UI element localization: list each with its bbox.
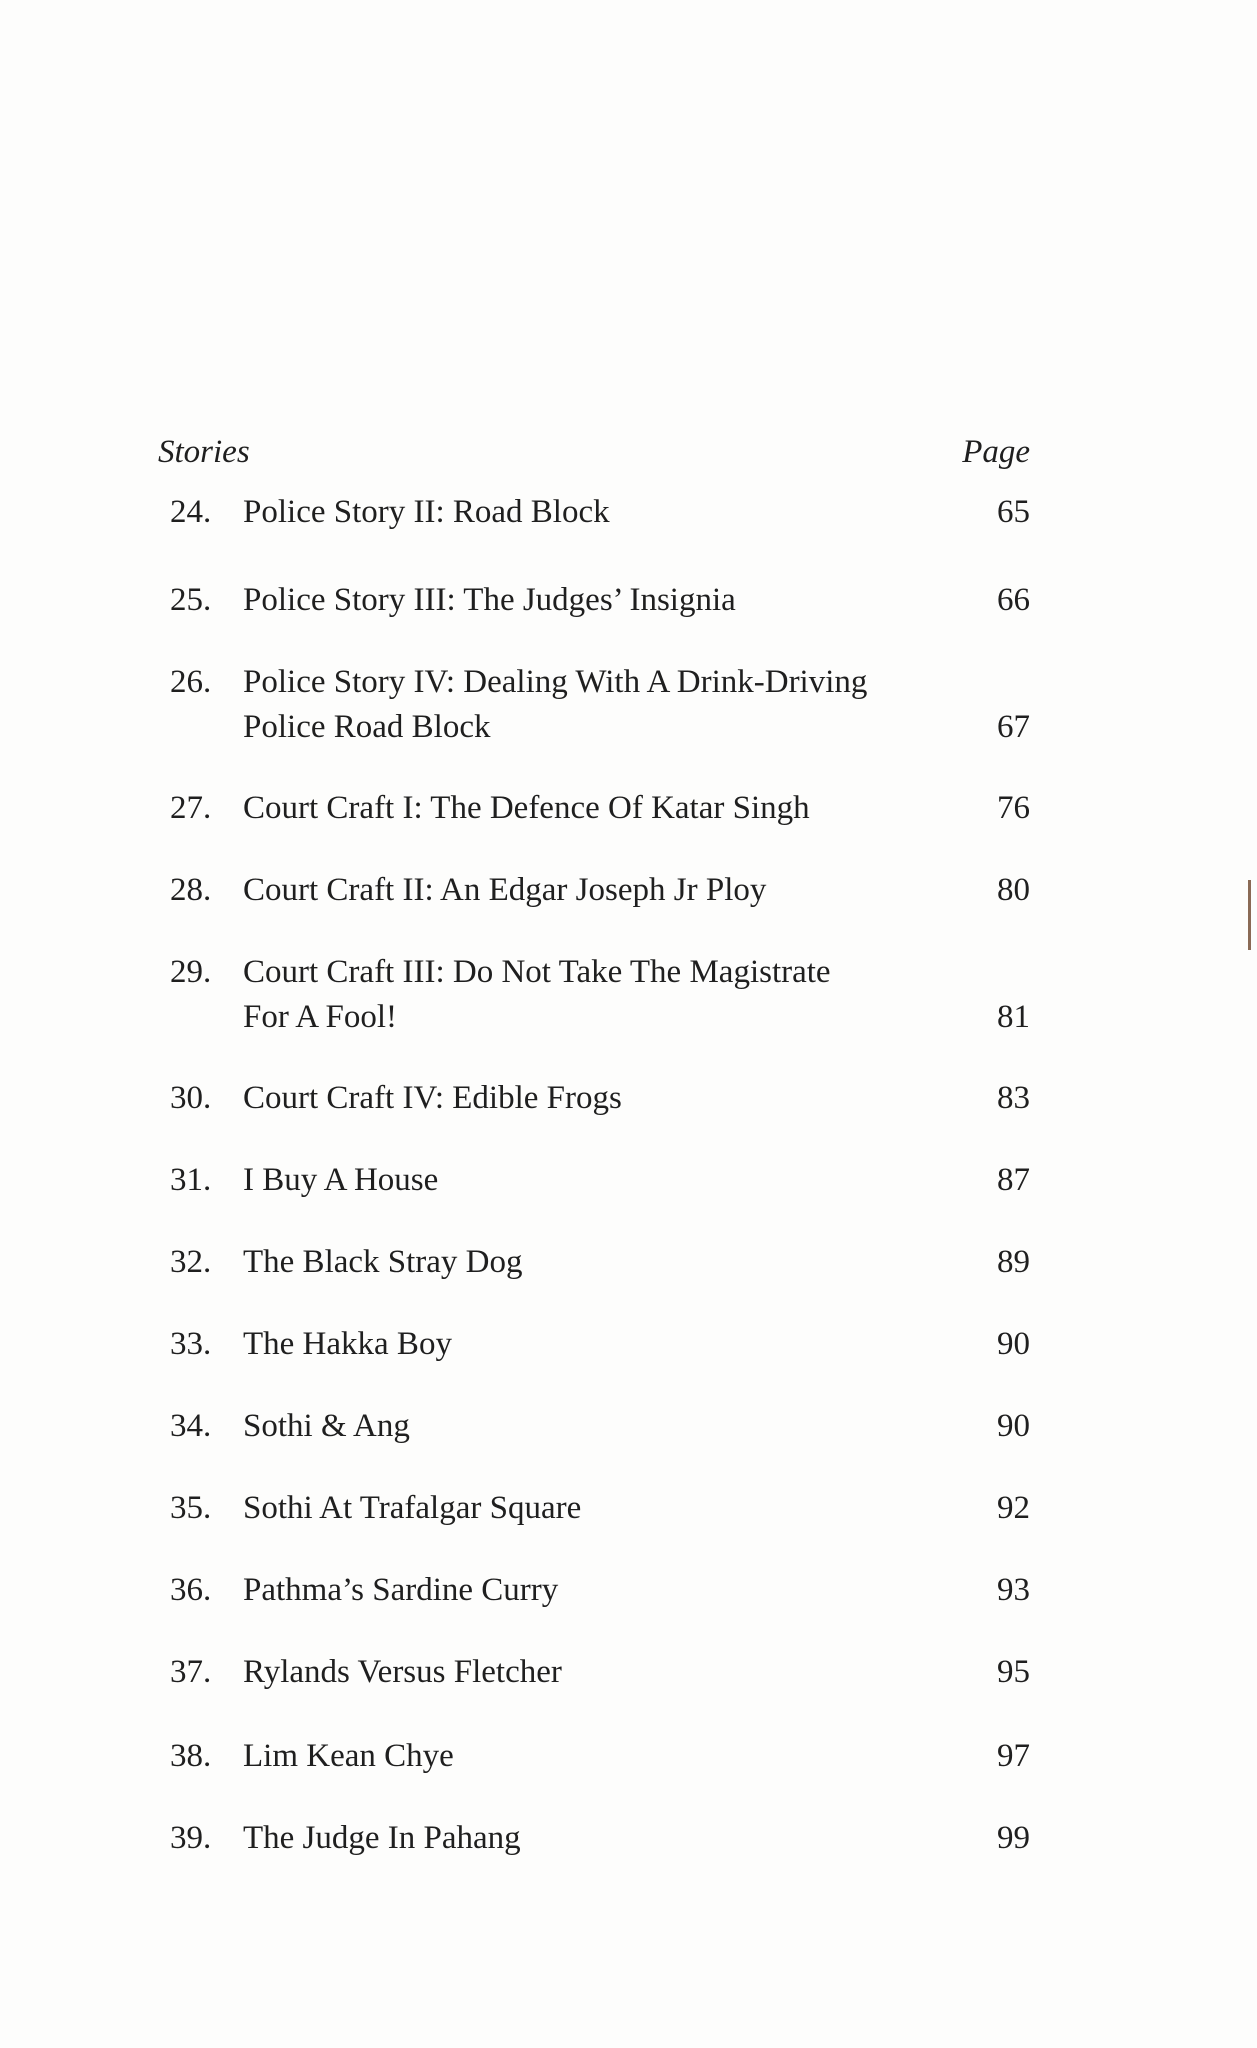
entry-title [243,786,943,831]
entry-number: 34. [170,1408,212,1444]
page-heading: Page [962,434,1030,470]
entry-title [243,1158,943,1203]
entry-number: 25. [170,582,212,618]
entry-title [243,490,943,535]
entry-number: 37. [170,1654,212,1690]
entry-title-line: Court Craft I: The Defence Of Katar Singh [243,790,810,826]
entry-number: 27. [170,790,212,826]
entry-title [243,1322,943,1367]
entry-number: 29. [170,954,212,990]
entry-number: 31. [170,1162,212,1198]
entry-title-line: Sothi & Ang [243,1408,410,1444]
entry-title-line: Lim Kean Chye [243,1738,454,1774]
entry-page-number: 76 [997,790,1030,826]
entry-page-number: 92 [997,1490,1030,1526]
entry-title [243,1816,943,1861]
entry-page-number: 67 [997,709,1030,745]
entry-title-line: The Judge In Pahang [243,1820,521,1856]
entry-page-number: 83 [997,1080,1030,1116]
entry-title [243,868,943,913]
entry-title [243,660,943,750]
entry-title-line: I Buy A House [243,1162,439,1198]
entry-title [243,1076,943,1121]
entry-page-number: 99 [997,1820,1030,1856]
entry-number: 35. [170,1490,212,1526]
entry-page-number: 81 [997,999,1030,1035]
entry-title [243,1240,943,1285]
entry-page-number: 87 [997,1162,1030,1198]
entry-title-line: The Hakka Boy [243,1326,452,1362]
entry-title [243,1734,943,1779]
entry-title [243,1650,943,1695]
entry-number: 28. [170,872,212,908]
entry-title [243,950,943,1040]
entry-number: 26. [170,664,212,700]
entry-title [243,578,943,623]
entry-page-number: 90 [997,1326,1030,1362]
entry-title-line: Pathma’s Sardine Curry [243,1572,559,1608]
entry-title [243,1486,943,1531]
entry-page-number: 97 [997,1738,1030,1774]
page-edge-mark [1248,880,1251,950]
entry-page-number: 90 [997,1408,1030,1444]
entry-number: 33. [170,1326,212,1362]
entry-number: 32. [170,1244,212,1280]
entry-title-line: Court Craft III: Do Not Take The Magistrate [243,954,831,990]
entry-title [243,1568,943,1613]
entry-title-line: Sothi At Trafalgar Square [243,1490,582,1526]
entry-title-line: Police Road Block [243,709,491,745]
entry-page-number: 80 [997,872,1030,908]
entry-title-line: Rylands Versus Fletcher [243,1654,562,1690]
entry-page-number: 95 [997,1654,1030,1690]
entry-title [243,1404,943,1449]
entry-number: 24. [170,494,212,530]
entry-title-line: For A Fool! [243,999,398,1035]
entry-title-line: Police Story II: Road Block [243,494,610,530]
entry-title-line: Court Craft II: An Edgar Joseph Jr Ploy [243,872,767,908]
entry-page-number: 89 [997,1244,1030,1280]
entry-page-number: 93 [997,1572,1030,1608]
entry-title-line: Police Story IV: Dealing With A Drink-Driving [243,664,868,700]
entry-page-number: 65 [997,494,1030,530]
toc-header [158,428,1030,476]
entry-number: 36. [170,1572,212,1608]
entry-title-line: Court Craft IV: Edible Frogs [243,1080,622,1116]
entry-number: 39. [170,1820,212,1856]
entry-title-line: Police Story III: The Judges’ Insignia [243,582,736,618]
entry-number: 30. [170,1080,212,1116]
entry-title-line: The Black Stray Dog [243,1244,523,1280]
entry-number: 38. [170,1738,212,1774]
entry-page-number: 66 [997,582,1030,618]
stories-heading: Stories [158,434,250,470]
